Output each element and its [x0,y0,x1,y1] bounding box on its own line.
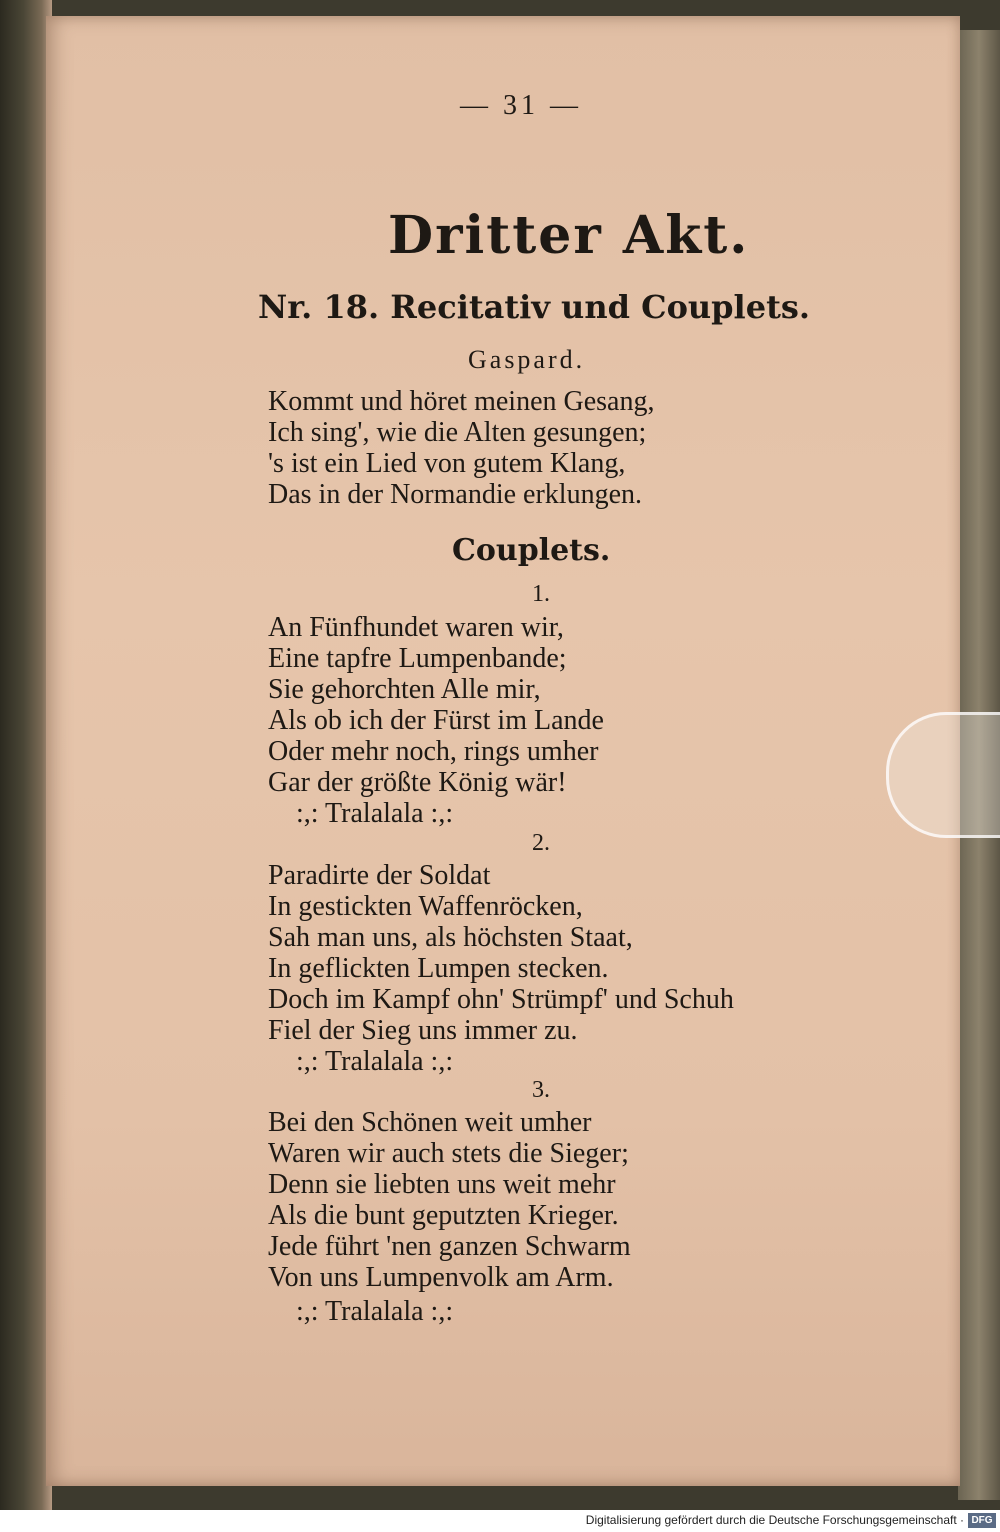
verse-line: Als ob ich der Fürst im Lande [268,705,604,736]
verse-line: Paradirte der Soldat [268,860,491,891]
verse-line: Eine tapfre Lumpenbande; [268,643,567,674]
refrain: :,: Tralalala :,: [296,1046,454,1077]
recitativ-line: Das in der Normandie erklungen. [268,479,642,510]
verse-line: Von uns Lumpenvolk am Arm. [268,1262,614,1293]
verse-line: In geflickten Lumpen stecken. [268,953,609,984]
verse-number: 1. [532,581,550,607]
recitativ-line: Kommt und höret meinen Gesang, [268,386,655,417]
verse-line: Als die bunt geputzten Krieger. [268,1200,619,1231]
speaker-name: Gaspard. [468,345,586,374]
verse-line: Oder mehr noch, rings umher [268,736,599,767]
verse-line: Gar der größte König wär! [268,767,567,798]
refrain: :,: Tralalala :,: [296,1296,454,1327]
page-number: — 31 — [460,90,582,121]
refrain: :,: Tralalala :,: [296,798,454,829]
number-title: Nr. 18. Recitativ und Couplets. [258,288,810,326]
funding-credit: Digitalisierung gefördert durch die Deutsche Forschungsgemeinschaft · [585,1513,964,1527]
footer-bar [0,1510,1000,1532]
verse-number: 2. [532,830,550,856]
verse-line: Bei den Schönen weit umher [268,1107,592,1138]
recitativ-line: 's ist ein Lied von gutem Klang, [268,448,626,479]
couplets-heading: Couplets. [452,533,611,568]
verse-line: Sah man uns, als höchsten Staat, [268,922,633,953]
page-clip [886,712,1000,838]
verse-line: Sie gehorchten Alle mir, [268,674,541,705]
act-title: Dritter Akt. [388,205,750,266]
verse-line: Jede führt 'nen ganzen Schwarm [268,1231,631,1262]
dfg-logo: DFG [968,1513,996,1528]
verse-line: Denn sie liebten uns weit mehr [268,1169,616,1200]
verse-number: 3. [532,1077,550,1103]
verse-line: An Fünfhundet waren wir, [268,612,564,643]
book-spine-edge [0,0,52,1510]
verse-line: Doch im Kampf ohn' Strümpf' und Schuh [268,984,734,1015]
verse-line: Fiel der Sieg uns immer zu. [268,1015,578,1046]
recitativ-line: Ich sing', wie die Alten gesungen; [268,417,647,448]
verse-line: In gestickten Waffenröcken, [268,891,583,922]
verse-line: Waren wir auch stets die Sieger; [268,1138,629,1169]
